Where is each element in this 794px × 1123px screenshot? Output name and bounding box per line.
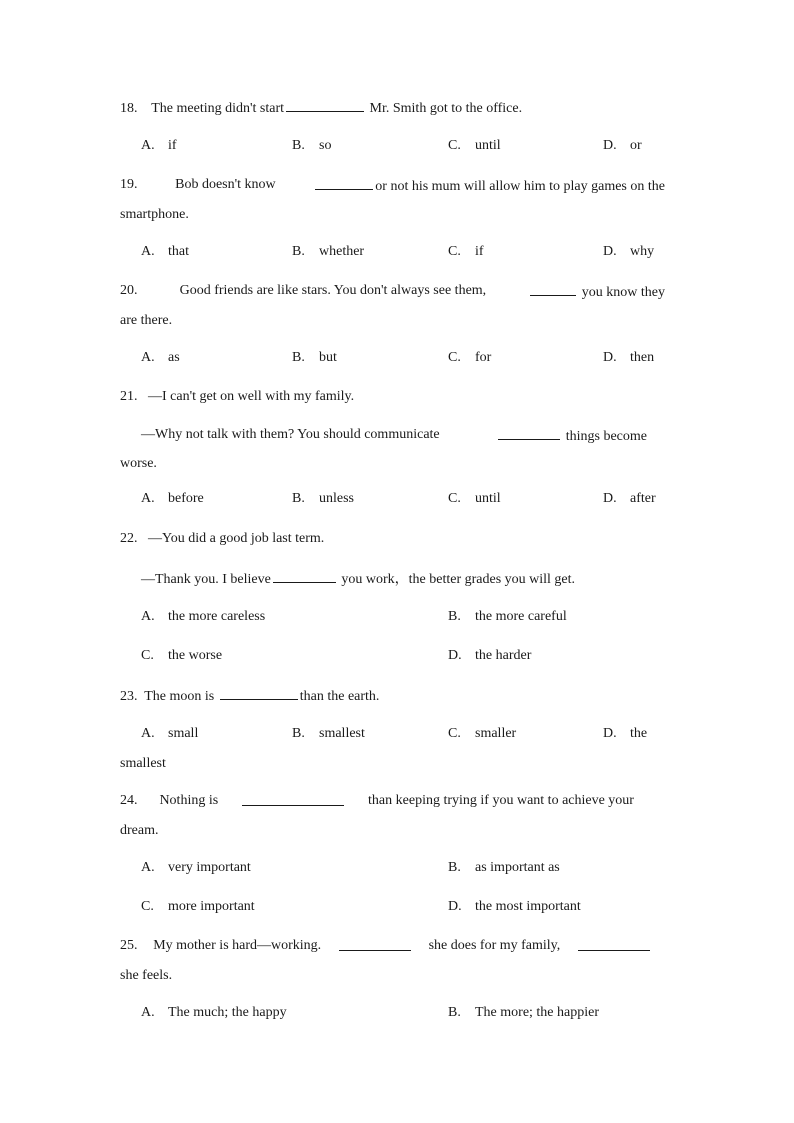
- answer-blank: [273, 569, 336, 583]
- question-text: The meeting didn't start: [151, 101, 285, 116]
- option-b: B. smallest: [292, 726, 365, 741]
- question-text: Mr. Smith got to the office.: [369, 101, 523, 116]
- option-a: A. if: [141, 138, 177, 153]
- question-continuation: worse.: [120, 456, 157, 471]
- question-number: 23.: [120, 689, 138, 704]
- question-20: [120, 282, 665, 302]
- question-23: [120, 686, 665, 706]
- option-c: C. the worse: [141, 648, 223, 663]
- question-continuation: she feels.: [120, 968, 173, 983]
- question-text: or not his mum will allow him to play games on the: [375, 179, 665, 194]
- option-d: D. then: [603, 350, 655, 365]
- question-number: 24.: [120, 793, 138, 808]
- option-d: D. the harder: [448, 648, 532, 663]
- question-19: [120, 176, 665, 196]
- option-c: C. until: [448, 491, 501, 506]
- question-number: 19.: [120, 177, 138, 192]
- question-text: you work，the better grades you will get.: [341, 572, 576, 587]
- option-b: B. The more; the happier: [448, 1005, 600, 1020]
- answer-blank: [315, 176, 373, 190]
- question-text: than the earth.: [299, 689, 380, 704]
- question-text: she does for my family,: [428, 938, 561, 953]
- question-text: The moon is: [144, 689, 215, 704]
- option-b: B. as important as: [448, 860, 560, 875]
- dialogue-line: [141, 426, 647, 446]
- option-c: C. for: [448, 350, 492, 365]
- question-text: My mother is hard—working.: [153, 938, 322, 953]
- option-b: B. unless: [292, 491, 354, 506]
- answer-blank: [242, 792, 344, 806]
- option-d: D. after: [603, 491, 656, 506]
- question-number: 18.: [120, 101, 138, 116]
- option-d: D. why: [603, 244, 655, 259]
- question-18: [120, 98, 665, 118]
- question-text: things become: [565, 429, 647, 444]
- question-25: [120, 937, 652, 955]
- option-d: D. or: [603, 138, 642, 153]
- question-continuation: smartphone.: [120, 207, 189, 222]
- answer-blank: [530, 282, 576, 296]
- question-text: Bob doesn't know: [175, 177, 276, 192]
- option-continuation: smallest: [120, 756, 166, 771]
- question-number: 25.: [120, 938, 138, 953]
- question-21: [120, 388, 665, 406]
- question-22: [120, 530, 665, 548]
- option-a: A. that: [141, 244, 189, 259]
- question-number: 20.: [120, 283, 138, 298]
- option-a: A. the more careless: [141, 609, 266, 624]
- option-c: C. until: [448, 138, 501, 153]
- answer-blank: [220, 686, 298, 700]
- option-a: A. The much; the happy: [141, 1005, 287, 1020]
- option-d: D. the: [603, 726, 648, 741]
- answer-blank: [578, 937, 650, 951]
- answer-blank: [286, 98, 364, 112]
- question-text: —Why not talk with them? You should communicate: [141, 427, 440, 442]
- question-text: Nothing is: [159, 793, 219, 808]
- option-a: A. as: [141, 350, 180, 365]
- option-b: B. so: [292, 138, 332, 153]
- option-a: A. small: [141, 726, 199, 741]
- option-b: B. the more careful: [448, 609, 567, 624]
- question-continuation: are there.: [120, 313, 173, 328]
- option-a: A. before: [141, 491, 204, 506]
- option-c: C. if: [448, 244, 484, 259]
- dialogue-line: —You did a good job last term.: [148, 531, 325, 546]
- question-number: 22.: [120, 531, 138, 546]
- option-a: A. very important: [141, 860, 251, 875]
- option-b: B. but: [292, 350, 337, 365]
- question-number: 21.: [120, 389, 138, 404]
- question-continuation: dream.: [120, 823, 159, 838]
- answer-blank: [498, 426, 560, 440]
- question-text: you know they: [581, 285, 665, 300]
- option-c: C. smaller: [448, 726, 517, 741]
- dialogue-line: [141, 569, 641, 589]
- question-text: —Thank you. I believe: [141, 572, 271, 587]
- option-c: C. more important: [141, 899, 255, 914]
- answer-blank: [339, 937, 411, 951]
- option-d: D. the most important: [448, 899, 581, 914]
- question-text: than keeping trying if you want to achieve your: [368, 793, 634, 808]
- dialogue-line: —I can't get on well with my family.: [148, 389, 355, 404]
- option-b: B. whether: [292, 244, 365, 259]
- question-text: Good friends are like stars. You don't always see them,: [179, 283, 487, 298]
- question-24: [120, 792, 634, 810]
